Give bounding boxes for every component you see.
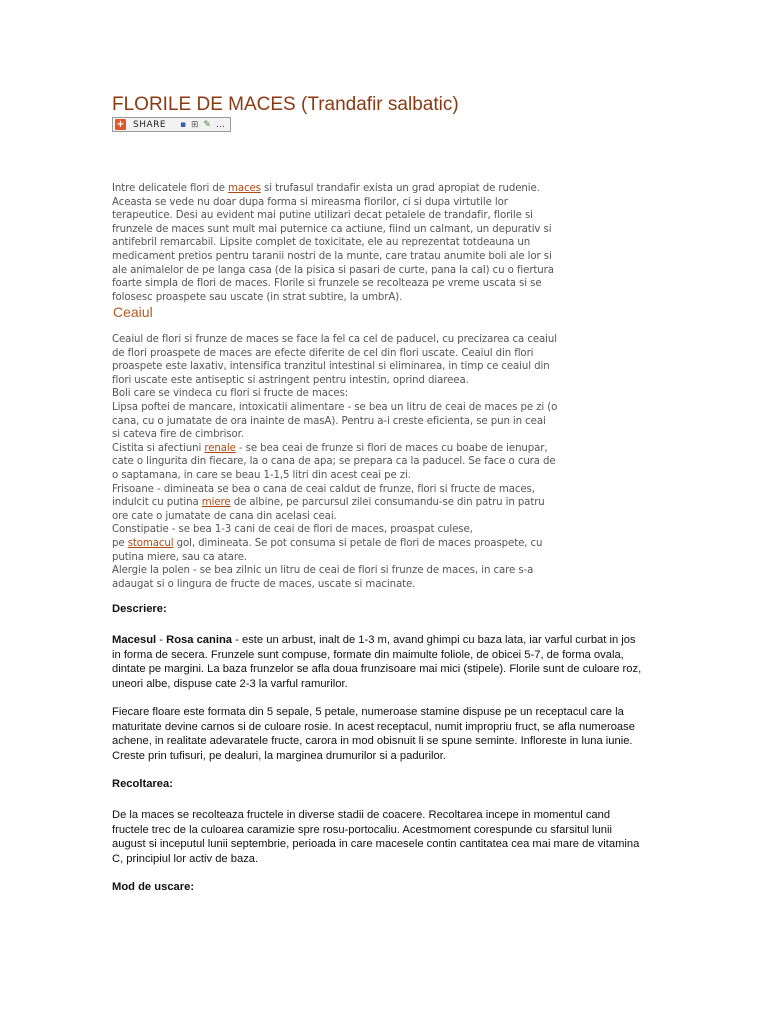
plus-icon: + bbox=[116, 119, 125, 130]
text-line: foarte simpla de flori de maces. Florile si frunzele se recolteaza pe vreme uscata si se bbox=[112, 278, 542, 290]
text-line: antifebril remarcabil. Lipsite complet de toxicitate, ele au reprezentat totdeauna un bbox=[112, 237, 531, 249]
text-line: Alergie la polen - se bea zilnic un litru de ceai de flori si frunze de maces, in care s-a bbox=[112, 565, 534, 577]
section-heading-recoltarea: Recoltarea: bbox=[112, 778, 173, 790]
text-line: Lipsa poftei de mancare, intoxicatii alimentare - se bea un litru de ceai de maces pe zi (o bbox=[112, 401, 558, 413]
text-line: Fiecare floare este formata din 5 sepale, 5 petale, numeroase stamine dispuse pe un receptacul care la bbox=[112, 706, 624, 718]
descriere-paragraph-1 bbox=[112, 633, 656, 691]
text-line: putina miere, sau ca atare. bbox=[112, 551, 247, 563]
text-line: cana, cu o jumatate de ora inainte de masA). Pentru a-i creste eficienta, se pun in ceai bbox=[112, 415, 546, 427]
text-line: de flori proaspete de maces are efecte diferite de cel din flori uscate. Ceaiul din flori bbox=[112, 347, 534, 359]
text-line: C, principiul lor activ de baza. bbox=[112, 852, 259, 865]
maces-link[interactable]: maces bbox=[228, 183, 261, 194]
share-service-icons bbox=[180, 119, 227, 131]
text-line: folosesc proaspete sau uscate (in strat subtire, la umbrA). bbox=[112, 291, 403, 303]
section-heading-descriere: Descriere: bbox=[112, 603, 167, 615]
text-line: achene, in realitate adevaratele fructe, carora in mod obisnuit li se spune seminte. Infloreste in luna iunie. bbox=[112, 735, 633, 748]
text-line: medicament pretios pentru taranii nostri de la munte, care tratau anumite boli ale lor si bbox=[112, 250, 552, 262]
text-line: in forma de secera. Frunzele sunt compuse, formate din maimulte foliole, de obicei 5-7, de forma ovala, bbox=[112, 648, 624, 661]
delicious-icon: ▪ bbox=[180, 120, 187, 130]
text-line: Intre delicatele flori de maces si trufasul trandafir exista un grad apropiat de rudenie. bbox=[112, 183, 540, 194]
share-label: SHARE bbox=[133, 120, 167, 130]
text-line: fructele trec de la culoarea caramizie spre rosu-portocaliu. Acestmoment corespunde cu sfarsitul lunii bbox=[112, 823, 612, 836]
text-line: Aceasta se vede nu doar dupa forma si mireasma florilor, ci si dupa virtutile lor bbox=[112, 196, 508, 208]
text-line: Ceaiul de flori si frunze de maces se face la fel ca cel de paducel, cu precizarea ca ceaiul bbox=[112, 334, 557, 345]
text-line: De la maces se recolteaza fructele in diverse stadii de coacere. Recoltarea incepe in momentul cand bbox=[112, 809, 611, 821]
text-line: maturitate devine carnos si de culoare rosie. In acest receptacul, numit impropriu fruct, se afla numeroase bbox=[112, 720, 635, 733]
text-line: indulcit cu putina miere de albine, pe parcursul zilei consumandu-se din patru in patru bbox=[112, 497, 545, 509]
latin-name: Rosa canina bbox=[166, 634, 233, 646]
text-line: Constipatie - se bea 1-3 cani de ceai de flori de maces, proaspat culese, bbox=[112, 524, 473, 536]
text-line: dintate pe margini. La baza frunzelor se afla doua frunzisoare mai mici (stipele). Florile sunt de culoare roz, bbox=[112, 663, 642, 676]
text-line: Boli care se vindeca cu flori si fructe de maces: bbox=[112, 388, 349, 400]
bookmark-icon: ⊞ bbox=[190, 120, 199, 130]
text-line: Frisoane - dimineata se bea o cana de ceai caldut de frunze, flori si fructe de maces, bbox=[112, 483, 535, 495]
text-line: ale animalelor de pe langa casa (de la pisica si pasari de curte, pana la caI) cu o fiertura bbox=[112, 264, 554, 276]
section-heading-uscare: Mod de uscare: bbox=[112, 881, 195, 893]
more-icon: … bbox=[215, 120, 225, 130]
text-line: Macesul - Rosa canina - este un arbust, inalt de 1-3 m, avand ghimpi cu baza lata, iar varful curbat in jos bbox=[112, 634, 636, 646]
text-line: adaugat si o lingura de fructe de maces, uscate si macinate. bbox=[112, 578, 416, 590]
text-line: o saptamana, in care se beau 1-1,5 litri din acest ceai pe zi. bbox=[112, 469, 411, 481]
text-line: terapeutice. Desi au evident mai putine utilizari decat petalele de trandafir, florile si bbox=[112, 210, 533, 222]
text-line: august si inceputul lunii septembrie, perioada in care macesele contin cantitatea cea mai mare de vitamina bbox=[112, 838, 640, 851]
text-line: Cistita si afectiuni renale - se bea ceai de frunze si flori de maces cu boabe de ienupar, bbox=[112, 442, 548, 454]
intro-paragraph bbox=[112, 182, 554, 304]
plant-name: Macesul bbox=[112, 634, 157, 646]
page-title: FLORILE DE MACES (Trandafir salbatic) bbox=[112, 94, 459, 115]
text-line: Creste prin tufisuri, pe dealuri, la marginea drumurilor si a padurilor. bbox=[112, 749, 446, 762]
text-line: frunzele de maces sunt mult mai puternice ca actiune, fiind un calmant, un depurativ si bbox=[112, 223, 552, 235]
miere-link[interactable]: miere bbox=[201, 497, 231, 509]
text-line: ore cate o jumatate de cana din acelasi ceai. bbox=[112, 510, 337, 522]
descriere-paragraph-2 bbox=[112, 705, 656, 763]
text-line: proaspete este laxativ, intensifica tranzitul intestinal si eliminarea, in timp ce ceaiul din bbox=[112, 361, 550, 373]
share-button[interactable] bbox=[112, 117, 231, 132]
renale-link[interactable]: renale bbox=[204, 442, 236, 454]
text-line: uneori albe, dispuse cate 2-3 la varful ramurilor. bbox=[112, 677, 348, 690]
text-line: si cateva fire de cimbrisor. bbox=[112, 429, 244, 441]
stomacul-link[interactable]: stomacul bbox=[127, 537, 174, 549]
text-line: cate o lingurita din fiecare, la o cana de apa; se prepara ca la paducel. Se face o cura de bbox=[112, 456, 556, 468]
digg-icon: ✎ bbox=[203, 120, 211, 130]
ceaiul-paragraph bbox=[112, 333, 558, 591]
recoltarea-paragraph bbox=[112, 808, 656, 866]
text-line: flori uscate este antiseptic si astringent pentru intestin, oprind diareea. bbox=[112, 374, 469, 386]
text-line: pe stomacul gol, dimineata. Se pot consuma si petale de flori de maces proaspete, cu bbox=[112, 537, 543, 549]
section-heading-ceaiul: Ceaiul bbox=[113, 304, 153, 320]
